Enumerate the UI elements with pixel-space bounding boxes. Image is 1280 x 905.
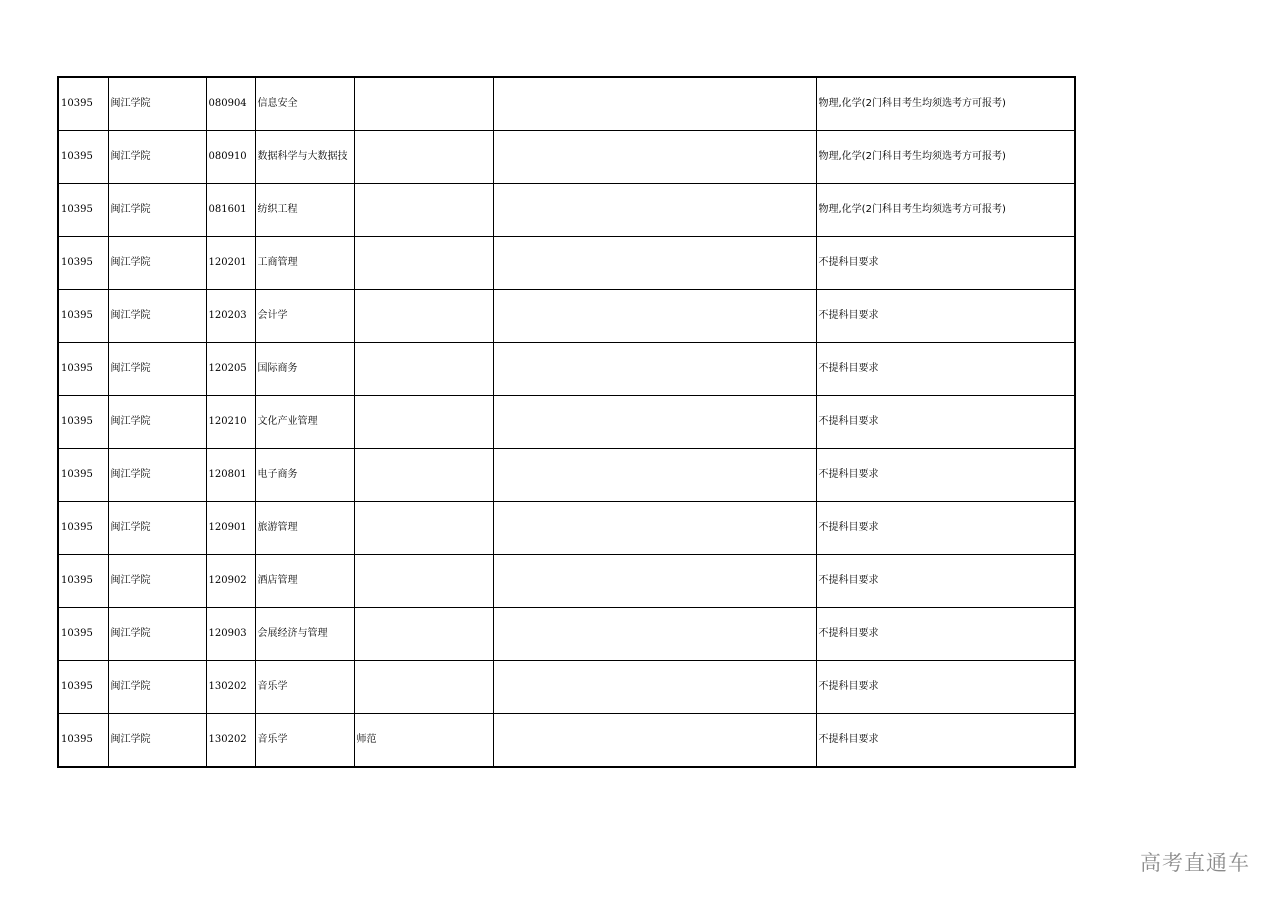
major-name-cell: 酒店管理 xyxy=(255,555,354,608)
school-code-cell: 10395 xyxy=(58,131,108,184)
school-code-cell: 10395 xyxy=(58,502,108,555)
school-name-cell: 闽江学院 xyxy=(108,237,206,290)
blank-cell xyxy=(493,343,816,396)
major-code-cell: 130202 xyxy=(206,661,255,714)
major-code-cell: 120210 xyxy=(206,396,255,449)
major-code-cell: 120901 xyxy=(206,502,255,555)
table-row xyxy=(58,77,1075,131)
major-code-cell: 080904 xyxy=(206,77,255,131)
school-code-cell: 10395 xyxy=(58,77,108,131)
table-row xyxy=(58,343,1075,396)
note-cell xyxy=(354,184,493,237)
blank-cell xyxy=(493,502,816,555)
blank-cell xyxy=(493,396,816,449)
major-name-cell: 国际商务 xyxy=(255,343,354,396)
school-code-cell: 10395 xyxy=(58,343,108,396)
school-name-cell: 闽江学院 xyxy=(108,661,206,714)
blank-cell xyxy=(493,131,816,184)
major-code-cell: 120801 xyxy=(206,449,255,502)
blank-cell xyxy=(493,608,816,661)
major-code-cell: 120203 xyxy=(206,290,255,343)
table-row xyxy=(58,661,1075,714)
school-code-cell: 10395 xyxy=(58,661,108,714)
subject-requirement-cell: 物理,化学(2门科目考生均须选考方可报考) xyxy=(816,184,1075,237)
school-name-cell: 闽江学院 xyxy=(108,714,206,768)
note-cell xyxy=(354,77,493,131)
blank-cell xyxy=(493,555,816,608)
table-row xyxy=(58,502,1075,555)
subject-requirement-cell: 不提科目要求 xyxy=(816,290,1075,343)
school-name-cell: 闽江学院 xyxy=(108,184,206,237)
subject-requirement-cell: 不提科目要求 xyxy=(816,343,1075,396)
subject-requirement-cell: 不提科目要求 xyxy=(816,449,1075,502)
school-code-cell: 10395 xyxy=(58,184,108,237)
major-name-cell: 旅游管理 xyxy=(255,502,354,555)
major-name-cell: 会计学 xyxy=(255,290,354,343)
blank-cell xyxy=(493,184,816,237)
table-row xyxy=(58,396,1075,449)
note-cell xyxy=(354,555,493,608)
major-code-cell: 120205 xyxy=(206,343,255,396)
school-name-cell: 闽江学院 xyxy=(108,131,206,184)
school-code-cell: 10395 xyxy=(58,608,108,661)
note-cell xyxy=(354,661,493,714)
school-name-cell: 闽江学院 xyxy=(108,502,206,555)
major-name-cell: 文化产业管理 xyxy=(255,396,354,449)
subject-requirement-cell: 不提科目要求 xyxy=(816,555,1075,608)
table-row xyxy=(58,237,1075,290)
subject-requirement-cell: 不提科目要求 xyxy=(816,714,1075,768)
blank-cell xyxy=(493,77,816,131)
major-code-cell: 120902 xyxy=(206,555,255,608)
school-code-cell: 10395 xyxy=(58,237,108,290)
school-name-cell: 闽江学院 xyxy=(108,555,206,608)
table-row xyxy=(58,555,1075,608)
note-cell xyxy=(354,396,493,449)
watermark-text: 高考直通车 xyxy=(1140,851,1250,875)
subject-requirement-cell: 物理,化学(2门科目考生均须选考方可报考) xyxy=(816,77,1075,131)
school-name-cell: 闽江学院 xyxy=(108,343,206,396)
table-row xyxy=(58,608,1075,661)
major-name-cell: 音乐学 xyxy=(255,714,354,768)
major-name-cell: 信息安全 xyxy=(255,77,354,131)
subject-requirement-cell: 不提科目要求 xyxy=(816,608,1075,661)
table-row xyxy=(58,714,1075,768)
school-code-cell: 10395 xyxy=(58,396,108,449)
major-name-cell: 数据科学与大数据技 xyxy=(255,131,354,184)
blank-cell xyxy=(493,237,816,290)
school-code-cell: 10395 xyxy=(58,714,108,768)
note-cell xyxy=(354,131,493,184)
school-code-cell: 10395 xyxy=(58,449,108,502)
major-code-cell: 130202 xyxy=(206,714,255,768)
school-name-cell: 闽江学院 xyxy=(108,290,206,343)
note-cell xyxy=(354,502,493,555)
table-row xyxy=(58,449,1075,502)
school-code-cell: 10395 xyxy=(58,290,108,343)
blank-cell xyxy=(493,714,816,768)
school-name-cell: 闽江学院 xyxy=(108,608,206,661)
school-name-cell: 闽江学院 xyxy=(108,77,206,131)
subject-requirement-cell: 不提科目要求 xyxy=(816,396,1075,449)
note-cell xyxy=(354,290,493,343)
blank-cell xyxy=(493,449,816,502)
school-code-cell: 10395 xyxy=(58,555,108,608)
major-code-cell: 080910 xyxy=(206,131,255,184)
note-cell: 师范 xyxy=(354,714,493,768)
subject-requirement-cell: 物理,化学(2门科目考生均须选考方可报考) xyxy=(816,131,1075,184)
major-code-cell: 081601 xyxy=(206,184,255,237)
subject-requirements-table xyxy=(57,76,1076,768)
note-cell xyxy=(354,608,493,661)
blank-cell xyxy=(493,661,816,714)
table-body xyxy=(58,77,1075,767)
subject-requirement-cell: 不提科目要求 xyxy=(816,237,1075,290)
major-name-cell: 音乐学 xyxy=(255,661,354,714)
subject-requirement-cell: 不提科目要求 xyxy=(816,502,1075,555)
major-code-cell: 120903 xyxy=(206,608,255,661)
major-name-cell: 纺织工程 xyxy=(255,184,354,237)
subject-requirement-cell: 不提科目要求 xyxy=(816,661,1075,714)
table-row xyxy=(58,131,1075,184)
school-name-cell: 闽江学院 xyxy=(108,449,206,502)
major-name-cell: 会展经济与管理 xyxy=(255,608,354,661)
school-name-cell: 闽江学院 xyxy=(108,396,206,449)
note-cell xyxy=(354,343,493,396)
note-cell xyxy=(354,449,493,502)
major-name-cell: 工商管理 xyxy=(255,237,354,290)
table-row xyxy=(58,290,1075,343)
major-code-cell: 120201 xyxy=(206,237,255,290)
blank-cell xyxy=(493,290,816,343)
table-row xyxy=(58,184,1075,237)
note-cell xyxy=(354,237,493,290)
major-name-cell: 电子商务 xyxy=(255,449,354,502)
